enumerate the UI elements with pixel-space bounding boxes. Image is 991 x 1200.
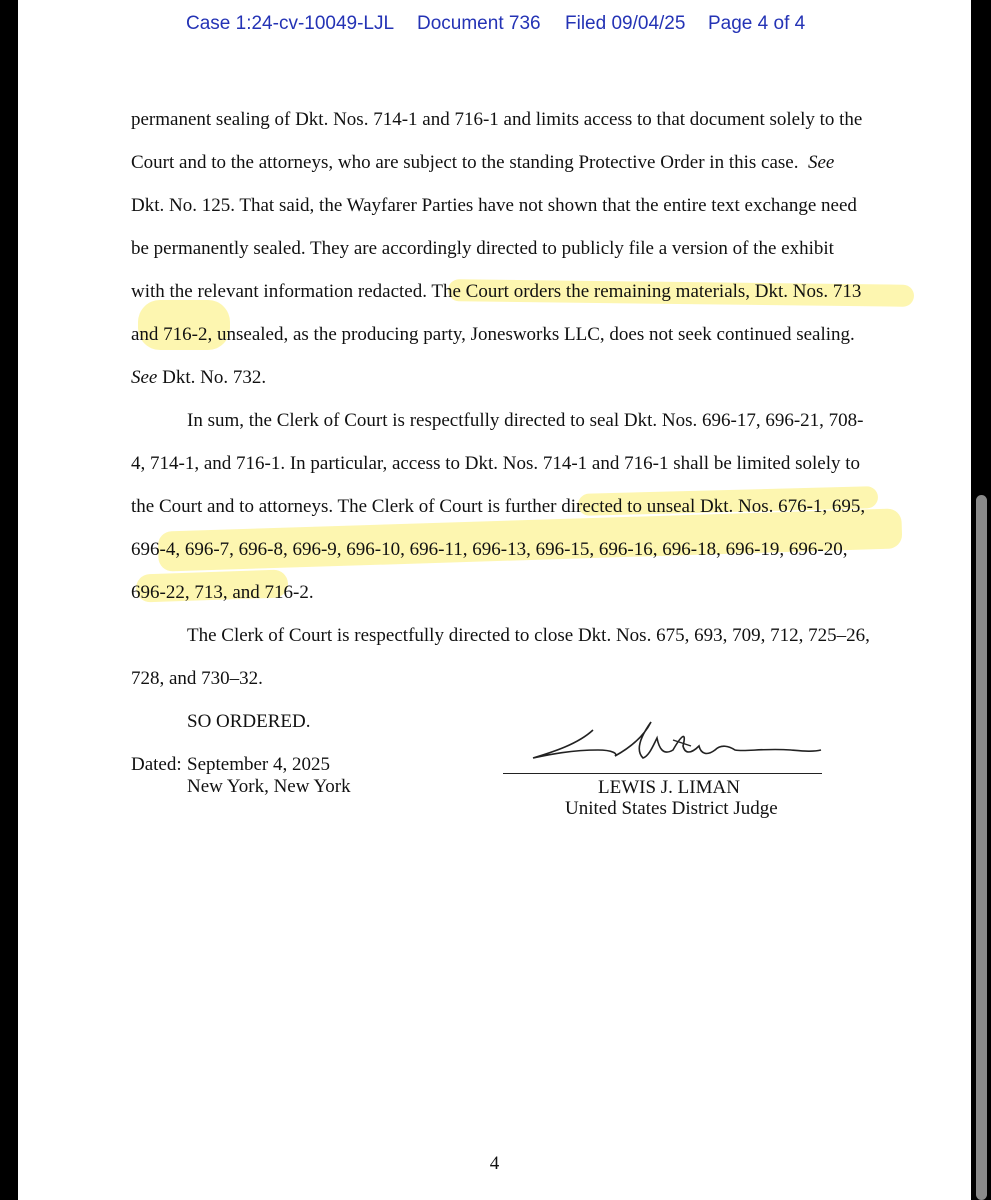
body-line: Court and to the attorneys, who are subject to the standing Protective Order in this case. See [131, 152, 835, 173]
so-ordered: SO ORDERED. [187, 711, 311, 732]
body-line: 696-4, 696-7, 696-8, 696-9, 696-10, 696-11, 696-13, 696-15, 696-16, 696-18, 696-19, 696-20, [131, 539, 848, 560]
dated-label: Dated: [131, 754, 182, 775]
scrollbar-thumb[interactable] [976, 495, 987, 1200]
dated-place: New York, New York [187, 776, 351, 797]
document-number: Document 736 [417, 13, 541, 34]
body-line: 728, and 730–32. [131, 668, 263, 689]
signature-line [503, 773, 822, 774]
page-number: 4 [489, 1153, 500, 1174]
body-line: See Dkt. No. 732. [131, 367, 267, 388]
case-number: Case 1:24-cv-10049-LJL [186, 13, 395, 34]
body-line: with the relevant information redacted. The Court orders the remaining materials, Dkt. Nos. 713 [131, 281, 862, 302]
filed-date: Filed 09/04/25 [565, 13, 686, 34]
judge-title: United States District Judge [565, 798, 778, 819]
dated-date: September 4, 2025 [187, 754, 331, 775]
body-line: the Court and to attorneys. The Clerk of Court is further directed to unseal Dkt. Nos. 676-1, 695, [131, 496, 866, 517]
body-line: The Clerk of Court is respectfully directed to close Dkt. Nos. 675, 693, 709, 712, 725–26, [187, 625, 870, 646]
judge-signature [523, 716, 823, 774]
judge-name: LEWIS J. LIMAN [598, 777, 740, 798]
document-page [18, 0, 971, 1200]
body-line: Dkt. No. 125. That said, the Wayfarer Parties have not shown that the entire text exchange need [131, 195, 857, 216]
body-line: 4, 714-1, and 716-1. In particular, access to Dkt. Nos. 714-1 and 716-1 shall be limited solely to [131, 453, 861, 474]
body-line: 696-22, 713, and 716-2. [131, 582, 314, 603]
page-indicator: Page 4 of 4 [708, 13, 806, 34]
body-line: be permanently sealed. They are accordingly directed to publicly file a version of the exhibit [131, 238, 834, 259]
body-line: permanent sealing of Dkt. Nos. 714-1 and 716-1 and limits access to that document solely to the [131, 109, 863, 130]
body-line: In sum, the Clerk of Court is respectfully directed to seal Dkt. Nos. 696-17, 696-21, 708- [187, 410, 864, 431]
body-line: and 716-2, unsealed, as the producing party, Jonesworks LLC, does not seek continued sealing. [131, 324, 855, 345]
